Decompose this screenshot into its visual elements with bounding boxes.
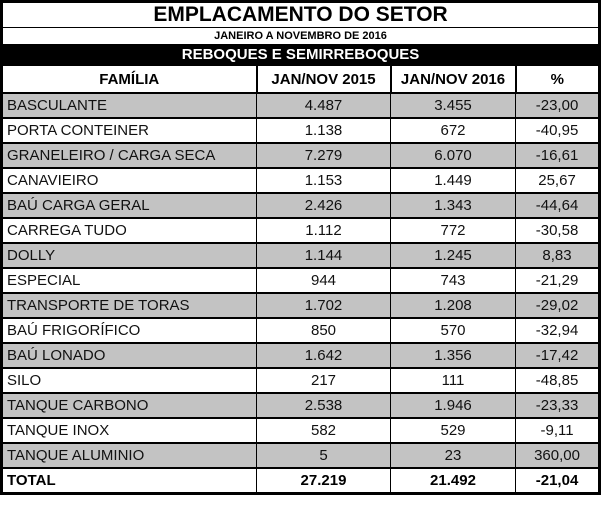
cell-jan-nov-2015: 1.112 [257,218,391,243]
cell-percent: -23,00 [516,93,600,118]
cell-percent: -29,02 [516,293,600,318]
cell-jan-nov-2015: 7.279 [257,143,391,168]
cell-jan-nov-2016: 111 [391,368,516,393]
table-row [2,393,600,418]
cell-family: DOLLY [2,243,257,268]
section-banner-row [2,44,600,65]
table-row [2,243,600,268]
cell-jan-nov-2016: 1.356 [391,343,516,368]
table-row [2,368,600,393]
cell-family: BASCULANTE [2,93,257,118]
cell-jan-nov-2015: 5 [257,443,391,468]
cell-family: BAÚ CARGA GERAL [2,193,257,218]
cell-family: TOTAL [2,468,257,494]
cell-jan-nov-2016: 1.343 [391,193,516,218]
cell-family: BAÚ LONADO [2,343,257,368]
table-row [2,293,600,318]
col-header-jan-nov-2016: JAN/NOV 2016 [391,65,516,93]
cell-jan-nov-2015: 2.426 [257,193,391,218]
table-row [2,268,600,293]
cell-jan-nov-2015: 850 [257,318,391,343]
cell-family: TRANSPORTE DE TORAS [2,293,257,318]
cell-family: PORTA CONTEINER [2,118,257,143]
cell-jan-nov-2016: 743 [391,268,516,293]
title-row [2,2,600,28]
cell-jan-nov-2015: 4.487 [257,93,391,118]
cell-family: GRANELEIRO / CARGA SECA [2,143,257,168]
cell-jan-nov-2016: 570 [391,318,516,343]
cell-percent: -30,58 [516,218,600,243]
page-subtitle: JANEIRO A NOVEMBRO DE 2016 [214,30,387,42]
table-row [2,218,600,243]
cell-jan-nov-2015: 217 [257,368,391,393]
subtitle-row [2,28,600,45]
col-header-percent: % [516,65,600,93]
cell-family: SILO [2,368,257,393]
cell-jan-nov-2016: 3.455 [391,93,516,118]
column-header-row [2,65,600,93]
cell-jan-nov-2016: 1.208 [391,293,516,318]
cell-jan-nov-2016: 21.492 [391,468,516,494]
table-row [2,318,600,343]
cell-family: TANQUE INOX [2,418,257,443]
table-row [2,443,600,468]
table-row [2,93,600,118]
cell-jan-nov-2016: 672 [391,118,516,143]
cell-jan-nov-2016: 1.245 [391,243,516,268]
cell-percent: -48,85 [516,368,600,393]
table-row [2,418,600,443]
cell-jan-nov-2015: 944 [257,268,391,293]
table-row [2,193,600,218]
cell-jan-nov-2016: 529 [391,418,516,443]
cell-percent: -21,04 [516,468,600,494]
cell-percent: -16,61 [516,143,600,168]
table-row-total [2,468,600,494]
cell-percent: -23,33 [516,393,600,418]
table-row [2,168,600,193]
cell-jan-nov-2015: 2.538 [257,393,391,418]
table-row [2,118,600,143]
cell-percent: -9,11 [516,418,600,443]
cell-family: TANQUE ALUMINIO [2,443,257,468]
cell-jan-nov-2015: 1.144 [257,243,391,268]
cell-jan-nov-2015: 1.642 [257,343,391,368]
table-row [2,343,600,368]
cell-family: CANAVIEIRO [2,168,257,193]
cell-percent: 360,00 [516,443,600,468]
cell-percent: -17,42 [516,343,600,368]
cell-percent: -44,64 [516,193,600,218]
cell-family: ESPECIAL [2,268,257,293]
cell-jan-nov-2015: 1.153 [257,168,391,193]
cell-jan-nov-2016: 1.946 [391,393,516,418]
cell-jan-nov-2015: 27.219 [257,468,391,494]
cell-jan-nov-2015: 582 [257,418,391,443]
cell-jan-nov-2015: 1.138 [257,118,391,143]
table-row [2,143,600,168]
cell-jan-nov-2016: 6.070 [391,143,516,168]
cell-percent: 25,67 [516,168,600,193]
cell-jan-nov-2016: 23 [391,443,516,468]
cell-percent: -21,29 [516,268,600,293]
cell-percent: -40,95 [516,118,600,143]
cell-jan-nov-2016: 772 [391,218,516,243]
col-header-jan-nov-2015: JAN/NOV 2015 [257,65,391,93]
cell-percent: -32,94 [516,318,600,343]
cell-family: BAÚ FRIGORÍFICO [2,318,257,343]
section-banner: REBOQUES E SEMIRREBOQUES [2,44,600,65]
cell-jan-nov-2015: 1.702 [257,293,391,318]
cell-percent: 8,83 [516,243,600,268]
cell-family: TANQUE CARBONO [2,393,257,418]
col-header-familia: FAMÍLIA [2,65,257,93]
page-title: EMPLACAMENTO DO SETOR [2,2,600,28]
cell-family: CARREGA TUDO [2,218,257,243]
cell-jan-nov-2016: 1.449 [391,168,516,193]
